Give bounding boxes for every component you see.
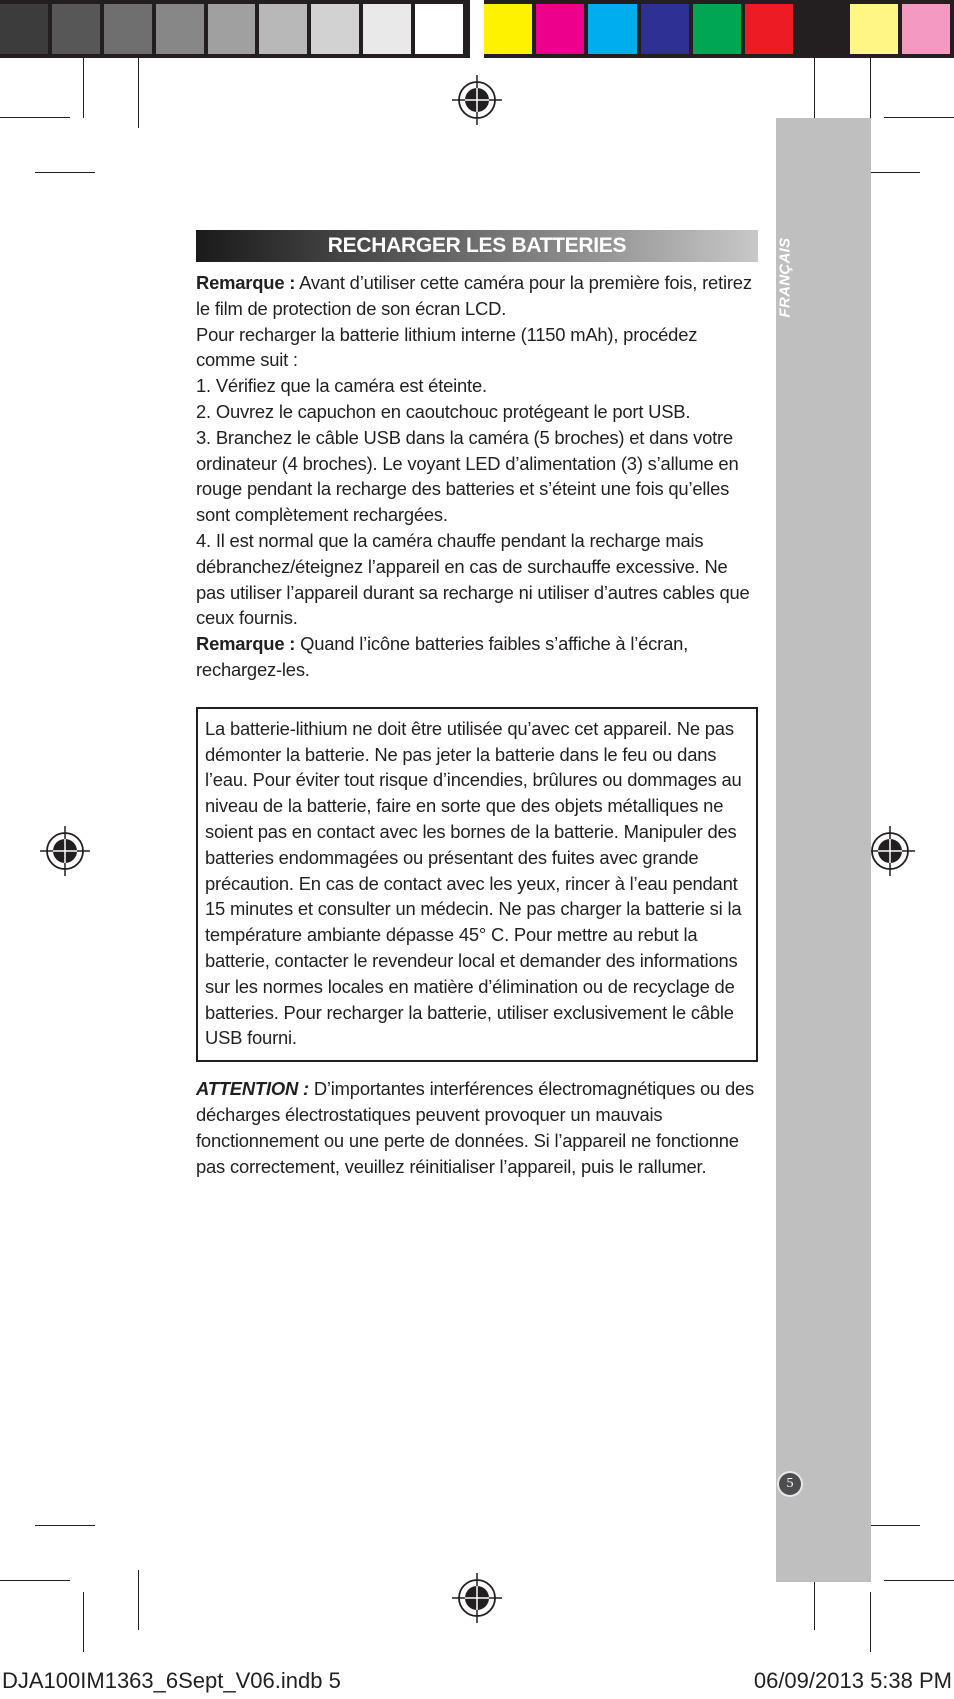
attention-label: ATTENTION : (196, 1078, 309, 1100)
registration-target-icon (452, 75, 502, 125)
grey-swatch (208, 0, 260, 58)
grey-swatch (104, 0, 156, 58)
grey-swatch (415, 0, 467, 58)
green-swatch (693, 0, 745, 58)
yellow-swatch (484, 0, 536, 58)
language-side-tab (776, 118, 871, 1582)
note-paragraph (196, 631, 758, 683)
section-heading: RECHARGER LES BATTERIES (196, 230, 758, 262)
registration-target-icon (40, 826, 90, 876)
note-label: Remarque : (196, 272, 296, 293)
crop-mark (884, 117, 954, 118)
pink-swatch (902, 0, 954, 58)
registration-target-icon (865, 826, 915, 876)
attention-text: D’importantes interférences électromagnétiques ou des décharges électrostatiques peuvent provoquer un mauvais fonctionnement ou une perte de données. Si l’appareil ne fonctionne pas correctement, veuillez réinitialiser l’appareil, puis le rallumer. (196, 1078, 755, 1177)
crop-mark (138, 1570, 139, 1630)
crop-mark (0, 117, 70, 118)
grey-swatch (52, 0, 104, 58)
language-label-text: FRANÇAIS (776, 237, 794, 317)
grey-swatch (259, 0, 311, 58)
color-calibration-bar (484, 0, 954, 58)
crop-mark (35, 1525, 95, 1526)
black-swatch (797, 0, 849, 58)
grey-swatch (363, 0, 415, 58)
crop-mark (884, 1580, 954, 1581)
grey-swatch (0, 0, 52, 58)
main-content (196, 230, 758, 1179)
crop-mark (0, 1580, 70, 1581)
magenta-swatch (536, 0, 588, 58)
intro-paragraph: Pour recharger la batterie lithium interne (1150 mAh), procédez comme suit : (196, 323, 698, 371)
crop-mark (870, 1592, 871, 1652)
crop-mark (35, 172, 95, 173)
language-label (775, 232, 795, 322)
note-label: Remarque : (196, 633, 296, 655)
attention-paragraph (196, 1076, 758, 1179)
battery-warning-box: La batterie-lithium ne doit être utilisée qu’avec cet appareil. Ne pas démonter la batterie. Ne pas jeter la batterie dans le feu ou dans l’eau. Pour éviter tout risque d’incendies, brûlures ou dommages au niveau de la batterie, faire en sorte que des objets métalliques ne soient pas en contact avec les bornes de la batterie. Manipuler des batteries endommagées ou présentant des fuites avec grande précaution. En cas de contact avec les yeux, rincer à l’eau pendant 15 minutes et consulter un médecin. Ne pas charger la batterie si la température ambiante dépasse 45° C. Pour mettre au rebut la batterie, contacter le revendeur local et demander des informations sur les normes locales en matière d’élimination ou de recyclage de batteries. Pour recharger la batterie, utiliser exclusivement le câble USB fourni. (196, 707, 758, 1062)
cyan-swatch (588, 0, 640, 58)
file-slug: DJA100IM1363_6Sept_V06.indb 5 (2, 1668, 341, 1693)
note-paragraph (196, 270, 758, 322)
step-item: 4. Il est normal que la caméra chauffe pendant la recharge mais débranchez/éteignez l’appareil en cas de surchauffe excessive. Ne pas utiliser l’appareil durant sa recharge ni utiliser d’autres cables que ceux fournis. (196, 529, 750, 629)
step-item: 1. Vérifiez que la caméra est éteinte. (196, 375, 487, 397)
crop-mark (83, 1592, 84, 1652)
note-text: Avant d’utiliser cette caméra pour la première fois, retirez le film de protection de son écran LCD. (196, 272, 752, 319)
registration-target-icon (452, 1573, 502, 1623)
date-slug: 06/09/2013 5:38 PM (753, 1668, 952, 1693)
grey-swatch (156, 0, 208, 58)
crop-mark (83, 58, 84, 118)
note-text: Quand l’icône batteries faibles s’affiche à l’écran, rechargez-les. (196, 633, 689, 680)
light-yellow-swatch (850, 0, 902, 58)
step-item: 3. Branchez le câble USB dans la caméra (5 broches) et dans votre ordinateur (4 broches). Le voyant LED d’alimentation (3) s’allume en rouge pendant la recharge des batteries et s’éteint une fois qu’elles sont complètement rechargées. (196, 426, 739, 526)
blue-swatch (641, 0, 693, 58)
grey-swatch (311, 0, 363, 58)
red-swatch (745, 0, 797, 58)
crop-mark (138, 58, 139, 128)
page-number: 5 (779, 1473, 801, 1495)
crop-mark (814, 58, 815, 118)
grey-calibration-bar (0, 0, 470, 58)
step-item: 2. Ouvrez le capuchon en caoutchouc protégeant le port USB. (196, 400, 691, 422)
